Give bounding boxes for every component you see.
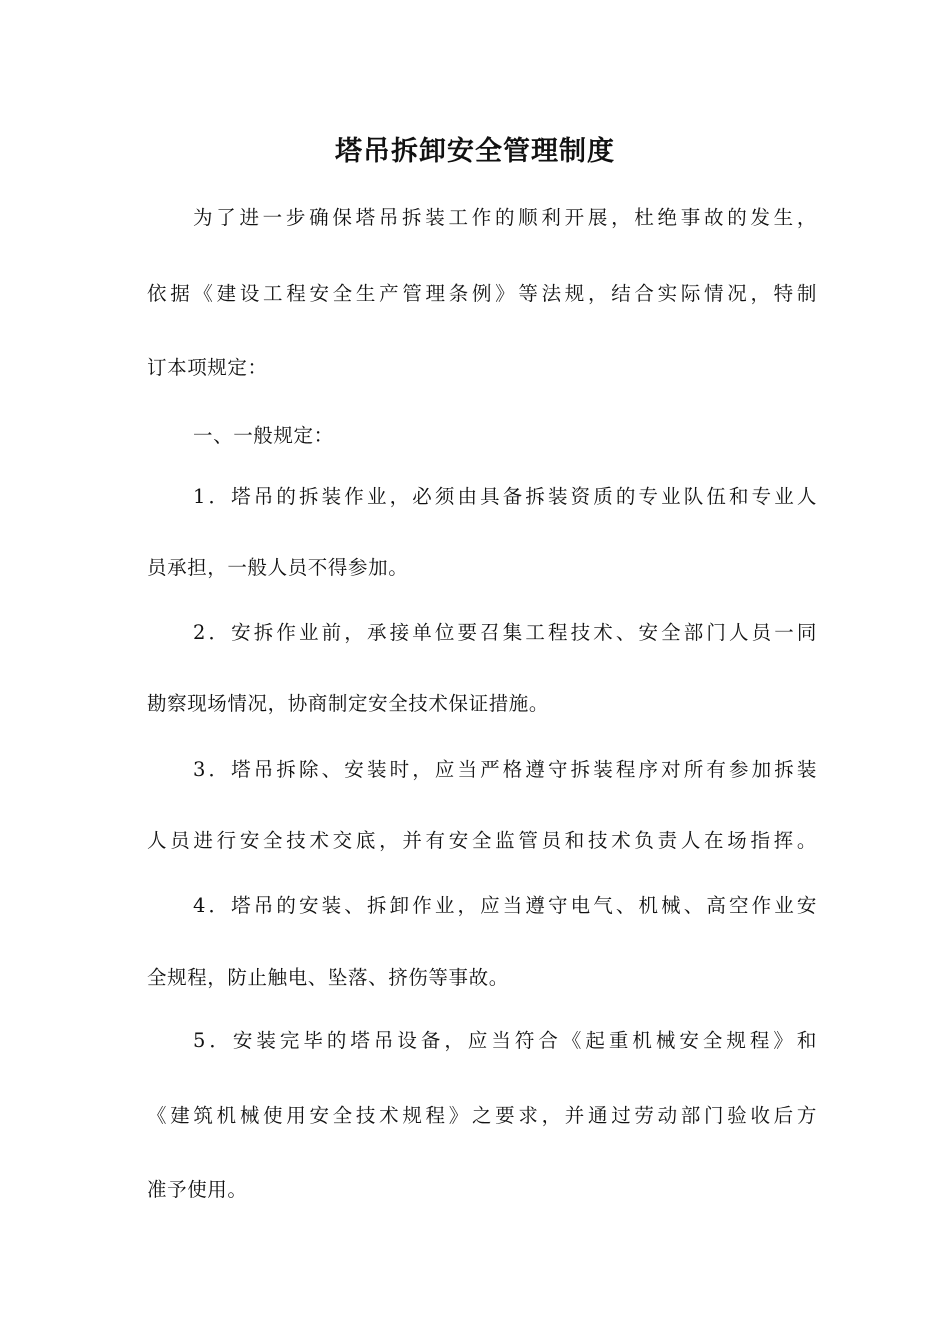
paragraph-line: 依据《建设工程安全生产管理条例》等法规，结合实际情况，特制: [147, 282, 817, 305]
paragraph-line: 勘察现场情况，协商制定安全技术保证措施。: [147, 692, 550, 715]
section-heading: 一、一般规定：: [193, 424, 334, 447]
paragraph-line: 《建筑机械使用安全技术规程》之要求，并通过劳动部门验收后方: [147, 1104, 817, 1127]
paragraph-line: 5．安装完毕的塔吊设备，应当符合《起重机械安全规程》和: [193, 1029, 817, 1052]
document-title: 塔吊拆卸安全管理制度: [335, 136, 615, 167]
paragraph-line: 为了进一步确保塔吊拆装工作的顺利开展，杜绝事故的发生，: [193, 206, 817, 229]
paragraph-line: 3．塔吊拆除、安装时，应当严格遵守拆装程序对所有参加拆装: [193, 758, 817, 781]
paragraph-line: 全规程，防止触电、坠落、挤伤等事故。: [147, 966, 509, 989]
paragraph-line: 员承担，一般人员不得参加。: [147, 556, 409, 579]
paragraph-line: 准予使用。: [147, 1178, 248, 1201]
paragraph-line: 1．塔吊的拆装作业，必须由具备拆装资质的专业队伍和专业人: [193, 485, 817, 508]
paragraph-line: 订本项规定：: [147, 356, 268, 379]
paragraph-line: 4．塔吊的安装、拆卸作业，应当遵守电气、机械、高空作业安: [193, 894, 817, 917]
paragraph-line: 人员进行安全技术交底，并有安全监管员和技术负责人在场指挥。: [147, 829, 817, 852]
paragraph-line: 2．安拆作业前，承接单位要召集工程技术、安全部门人员一同: [193, 621, 817, 644]
